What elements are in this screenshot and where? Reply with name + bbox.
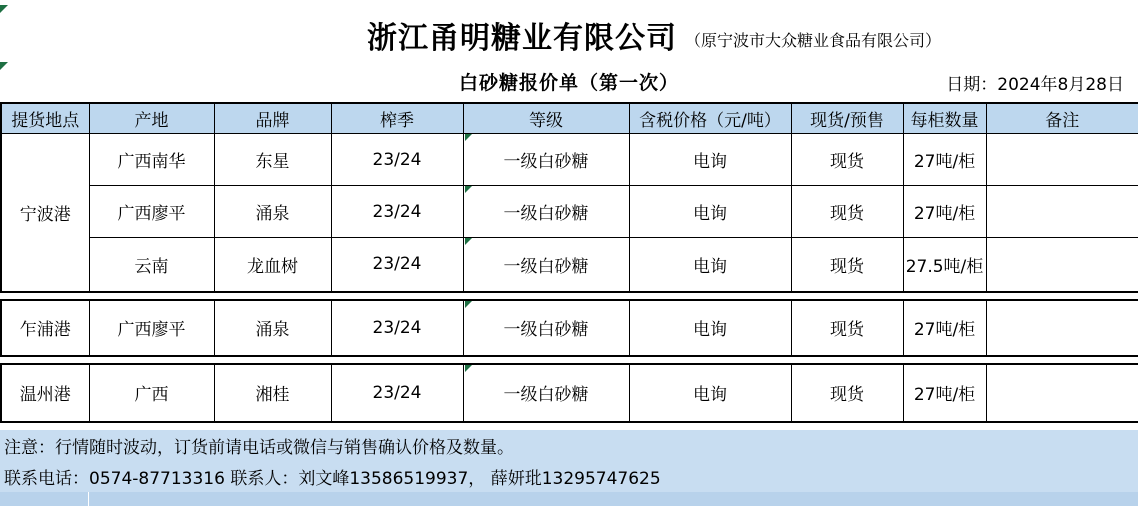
table-row	[1, 238, 1138, 292]
cell-availability: 现货	[791, 134, 903, 186]
cell-error-indicator-icon	[465, 238, 472, 245]
cell-origin: 广西南华	[89, 134, 214, 186]
contact-text: 联系电话：0574-87713316 联系人：刘文峰13586519937， 薛妍玭13295747625	[4, 468, 661, 489]
cell-availability: 现货	[791, 364, 903, 422]
cell-season: 23/24	[331, 238, 463, 292]
cell-quantity: 27吨/柜	[903, 134, 986, 186]
cell-price: 电询	[629, 300, 791, 356]
cell-error-indicator-icon	[0, 5, 8, 13]
bottom-strip	[0, 492, 1138, 506]
cell-remark	[986, 364, 1138, 422]
cell-availability: 现货	[791, 300, 903, 356]
port-cell: 宁波港	[1, 134, 89, 292]
company-title: 浙江甬明糖业有限公司	[366, 21, 677, 56]
port-group-table	[0, 299, 1138, 357]
quotation-table	[0, 102, 1138, 423]
table-row	[1, 364, 1138, 422]
table-row	[1, 134, 1138, 186]
report-date: 日期：2024年8月28日	[946, 75, 1124, 95]
cell-remark	[986, 134, 1138, 186]
cell-quantity: 27.5吨/柜	[903, 238, 986, 292]
port-cell: 温州港	[1, 364, 89, 422]
col-header: 品牌	[214, 103, 331, 134]
footer-block	[0, 430, 1138, 506]
cell-quantity: 27吨/柜	[903, 300, 986, 356]
port-cell: 乍浦港	[1, 300, 89, 356]
cell-season: 23/24	[331, 186, 463, 238]
notice-text: 注意：行情随时波动，订货前请电话或微信与销售确认价格及数量。	[4, 437, 514, 458]
cell-brand: 东星	[214, 134, 331, 186]
report-title: 白砂糖报价单（第一次）	[458, 72, 679, 94]
cell-grade: 一级白砂糖	[463, 238, 629, 292]
cell-quantity: 27吨/柜	[903, 364, 986, 422]
cell-error-indicator-icon	[465, 186, 472, 193]
cell-remark	[986, 300, 1138, 356]
col-header: 提货地点	[1, 103, 89, 134]
col-header: 含税价格（元/吨）	[629, 103, 791, 134]
cell-quantity: 27吨/柜	[903, 186, 986, 238]
cell-origin: 云南	[89, 238, 214, 292]
cell-error-indicator-icon	[465, 134, 472, 141]
cell-grade: 一级白砂糖	[463, 364, 629, 422]
title-line	[0, 0, 1138, 64]
port-group-table	[0, 102, 1138, 293]
cell-price: 电询	[629, 364, 791, 422]
cell-price: 电询	[629, 186, 791, 238]
cell-error-indicator-icon	[465, 365, 472, 372]
cell-price: 电询	[629, 238, 791, 292]
cell-error-indicator-icon	[465, 301, 472, 308]
table-row	[1, 300, 1138, 356]
subtitle-line	[0, 64, 1138, 102]
column-gridline	[88, 492, 89, 506]
cell-grade: 一级白砂糖	[463, 300, 629, 356]
cell-brand: 湘桂	[214, 364, 331, 422]
cell-brand: 涌泉	[214, 300, 331, 356]
col-header: 榨季	[331, 103, 463, 134]
cell-availability: 现货	[791, 238, 903, 292]
cell-grade: 一级白砂糖	[463, 134, 629, 186]
contact-bar	[0, 461, 1138, 492]
col-header: 每柜数量	[903, 103, 986, 134]
cell-season: 23/24	[331, 364, 463, 422]
notice-bar	[0, 430, 1138, 461]
col-header: 等级	[463, 103, 629, 134]
col-header: 产地	[89, 103, 214, 134]
table-row	[1, 186, 1138, 238]
port-group-table	[0, 363, 1138, 423]
cell-brand: 龙血树	[214, 238, 331, 292]
cell-availability: 现货	[791, 186, 903, 238]
table-header-row	[1, 103, 1138, 134]
cell-grade: 一级白砂糖	[463, 186, 629, 238]
cell-season: 23/24	[331, 300, 463, 356]
cell-brand: 涌泉	[214, 186, 331, 238]
cell-price: 电询	[629, 134, 791, 186]
cell-origin: 广西廖平	[89, 186, 214, 238]
cell-origin: 广西	[89, 364, 214, 422]
cell-season: 23/24	[331, 134, 463, 186]
cell-origin: 广西廖平	[89, 300, 214, 356]
cell-remark	[986, 186, 1138, 238]
col-header: 现货/预售	[791, 103, 903, 134]
company-former-name: （原宁波市大众糖业食品有限公司）	[684, 30, 941, 50]
cell-remark	[986, 238, 1138, 292]
col-header: 备注	[986, 103, 1138, 134]
